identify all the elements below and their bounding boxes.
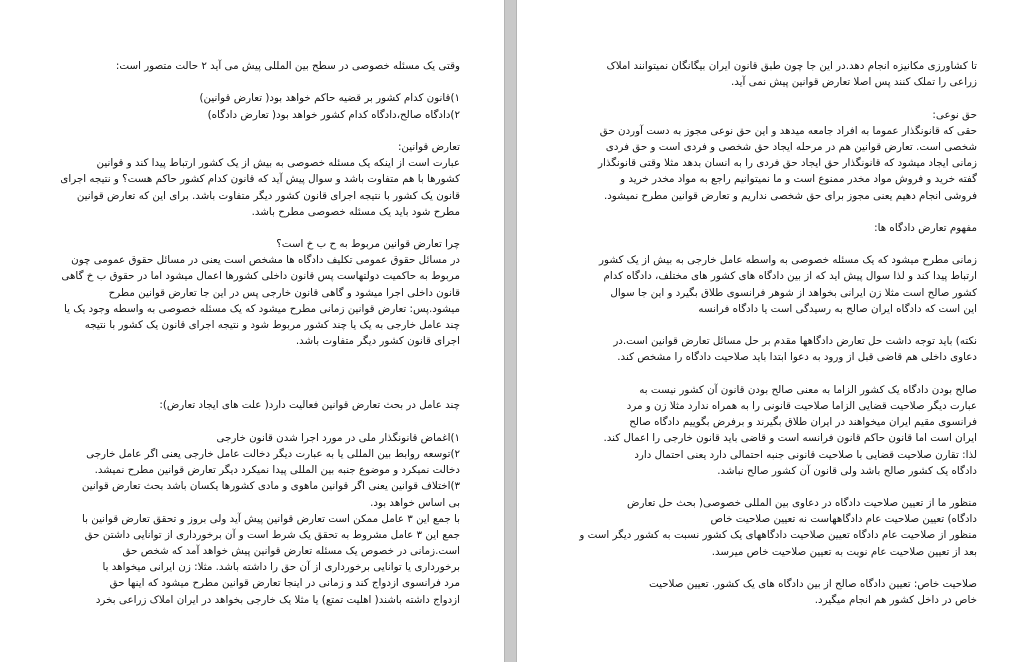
paragraph-line: ازدواج داشته باشند( اهلیت تمتع) یا مثلا یک خارجی بخواهد در ایران املاک زراعی بخرد [95,593,460,606]
paragraph-line: تا کشاورزی مکانیزه انجام دهد.در این جا چون طبق قانون ایران بیگانگان نمیتوانند املاک [606,60,977,72]
paragraph-line: قانون یک کشور با نتیجه اجرای قانون کشور دیگر متفاوت باشد. برای این که تعارض قوانین [76,189,460,202]
paragraph-line: عبارت است از اینکه یک مسئله خصوصی به بیش از یک کشور ارتباط پیدا کند و قوانین [96,157,460,170]
paragraph-line: کشورها با هم متفاوت باشد و سوال پیش آید که قانون کدام کشور حاکم هست؟ و نتیجه اجرای [60,173,460,186]
paragraph-line: ۱)اغماض قانونگذار ملی در مورد اجرا شدن قانون خارجی [216,431,460,444]
paragraph-line: قانون داخلی اجرا میشود و گاهی قانون خارجی پس در این جا تعارض قوانین مطرح [108,286,460,299]
note-line: نکته) باید توجه داشت حل تعارض دادگاهها مقدم بر حل مسائل تعارض قوانین است.در [613,335,977,348]
paragraph-line: شخصی است. تعارض قوانین هم در مرحله ایجاد حق شخصی و فردی است و حق فردی [605,140,977,153]
paragraph-line: فروشی انجام دهیم یعنی مجوز برای حق شخصی نداریم و تعارض قوانین مطرح نمیشود. [603,189,977,202]
document-page-right [517,0,1024,662]
paragraph-line: منظور از صلاحیت عام دادگاه تعیین صلاحیت دادگاههای یک کشور نسبت به کشور دیگر است و [579,529,977,542]
paragraph-line: ۲)توسعه روابط بین المللی یا به عبارت دیگر دخالت عامل خارجی یعنی اگر عامل خارجی [86,447,460,460]
case-line: ۲)دادگاه صالح،دادگاه کدام کشور خواهد بود( تعارض دادگاه) [207,108,460,121]
paragraph-line: دادگاه) تعیین صلاحیت عام دادگاههاست نه تعیین صلاحیت خاص [710,513,977,526]
section-heading: حق نوعی: [932,108,977,121]
paragraph-line: ایران است اما قانون حاکم قانون فرانسه است و قاضی باید قانون خارجی را اعمال کند. [603,432,977,445]
intro-line: وقتی یک مسئله خصوصی در سطح بین المللی پیش می آید ۲ حالت متصور است: [115,60,460,72]
paragraph-line: چند عامل خارجی به یک یا چند کشور مربوط شود و نتیجه اجرای قانون یک کشور با نتیجه [84,319,460,331]
paragraph-line: صلاحیت خاص: تعیین دادگاه صالح از بین دادگاه های یک کشور. تعیین صلاحیت [648,578,977,590]
paragraph-line: لذا: تقارن صلاحیت قضایی با صلاحیت قانونی جنبه احتمالی دارد یعنی احتمال دارد [634,448,977,461]
paragraph-line: ۳)اختلاف قوانین یعنی اگر قوانین ماهوی و مادی کشورها یکسان باشد بحث تعارض قوانین [81,480,460,493]
paragraph-line: میشود.پس: تعارض قوانین زمانی مطرح میشود که یک مسئله خصوصی به واسطه وجود یک یا [64,302,460,315]
case-line: ۱)قانون کدام کشور بر قضیه حاکم خواهد بود( تعارض قوانین) [199,92,460,105]
paragraph-line: بی اساس خواهد بود. [370,496,460,509]
paragraph-line: فرانسوی مقیم ایران میخواهند در ایران طلاق بگیرند و برفرض بگوییم دادگاه صالح [629,416,977,429]
paragraph-line: دخالت نمیکرد و موضوع جنبه بین المللی پیدا نمیکرد دیگر تعارض قوانین مطرح نمیشد. [94,464,460,477]
paragraph-line: حقی که قانونگذار عموما به افراد جامعه میدهد و این حق نوعی مجوز به دست آوردن حق [599,124,977,137]
paragraph-line: گفته خرید و فروش مواد مخدر ممنوع است و ما نمیتوانیم راجع به مواد مخدر خرید و [620,173,977,186]
page-right-content [563,58,977,608]
section-heading: چند عامل در بحث تعارض قوانین فعالیت دارد( علت های ایجاد تعارض): [159,399,460,412]
section-heading: تعارض قوانین: [397,140,460,153]
paragraph-line: دادگاه یک کشور صالح باشد ولی قانون آن کشور صالح نباشد. [717,464,977,477]
paragraph-line: این است که دادگاه ایران صالح به رسیدگی است یا دادگاه فرانسه [698,302,977,315]
paragraph-line: مرد فرانسوی ازدواج کند و زمانی در اینجا تعارض قوانین مطرح میشود که اینها حق [109,577,460,590]
paragraph-line: زمانی ایجاد میشود که قانونگذار حق ایجاد حق فردی را به انسان بدهد مثلا وقتی قانونگذار [597,157,977,170]
paragraph-line: زمانی مطرح میشود که یک مسئله خصوصی به واسطه عامل خارجی به بیش از یک کشور [599,254,977,267]
paragraph-line: با جمع این ۳ عامل ممکن است تعارض قوانین پیش آید ولی بروز و تحقق تعارض قوانین با [81,512,460,525]
paragraph-line: مطرح شود باید یک مسئله خصوصی مطرح باشد. [251,205,460,218]
section-heading: چرا تعارض قوانین مربوط به ح ب خ است؟ [276,238,460,251]
paragraph-line: اجرای قانون کشور دیگر متفاوت باشد. [295,335,460,348]
paragraph-line: است.زمانی در خصوص یک مسئله تعارض قوانین پیش خواهد آمد که شخص حق [122,545,460,558]
note-line: دعاوی داخلی هم قاضی قبل از ورود به دعوا ابتدا باید صلاحیت دادگاه را مشخص کند. [617,351,977,364]
paragraph-line: برخورداری یا توانایی برخورداری از آن حق را داشته باشد. مثلا: زن ایرانی میخواهد با [102,561,460,574]
page-left-content [48,58,460,608]
paragraph-line: مربوط به حاکمیت دولتهاست پس قانون داخلی کشورها اعمال میشود اما در حقوق ب خ گاهی [61,270,460,283]
document-page-left [0,0,504,662]
paragraph-line: جمع این ۳ عامل مشروط به تحقق یک شرط است و آن برخورداری از توانایی داشتن حق [84,528,460,541]
paragraph-line: صالح بودن دادگاه یک کشور الزاما به معنی صالح بودن قانون آن کشور نیست به [639,383,977,396]
paragraph-line: بعد از تعیین صلاحیت عام نوبت به تعیین صلاحیت خاص میرسد. [711,545,977,558]
paragraph-line: کشور صالح است مثلا زن ایرانی بخواهد از شوهر فرانسوی طلاق بگیرد و این جا سوال [610,286,977,299]
section-heading: مفهوم تعارض دادگاه ها: [874,221,977,234]
paragraph-line: عبارت دیگر صلاحیت قضایی الزاما صلاحیت قانونی را به همراه ندارد مثلا زن و مرد [626,399,977,412]
paragraph-line: زراعی را تملک کنند پس اصلا تعارض قوانین پیش نمی آید. [730,76,977,89]
paragraph-line: ارتباط پیدا کند و لذا سوال پیش اید که از بین دادگاه های کشور های مختلف، دادگاه کدام [603,270,977,283]
paragraph-line: منظور ما از تعیین صلاحیت دادگاه در دعاوی بین المللی خصوصی( بحث حل تعارض [627,497,977,510]
paragraph-line: در مسائل حقوق عمومی تکلیف دادگاه ها مشخص است یعنی در مسائل حقوق عمومی چون [71,254,460,267]
paragraph-line: خاص در داخل کشور هم انجام میگیرد. [814,594,977,607]
